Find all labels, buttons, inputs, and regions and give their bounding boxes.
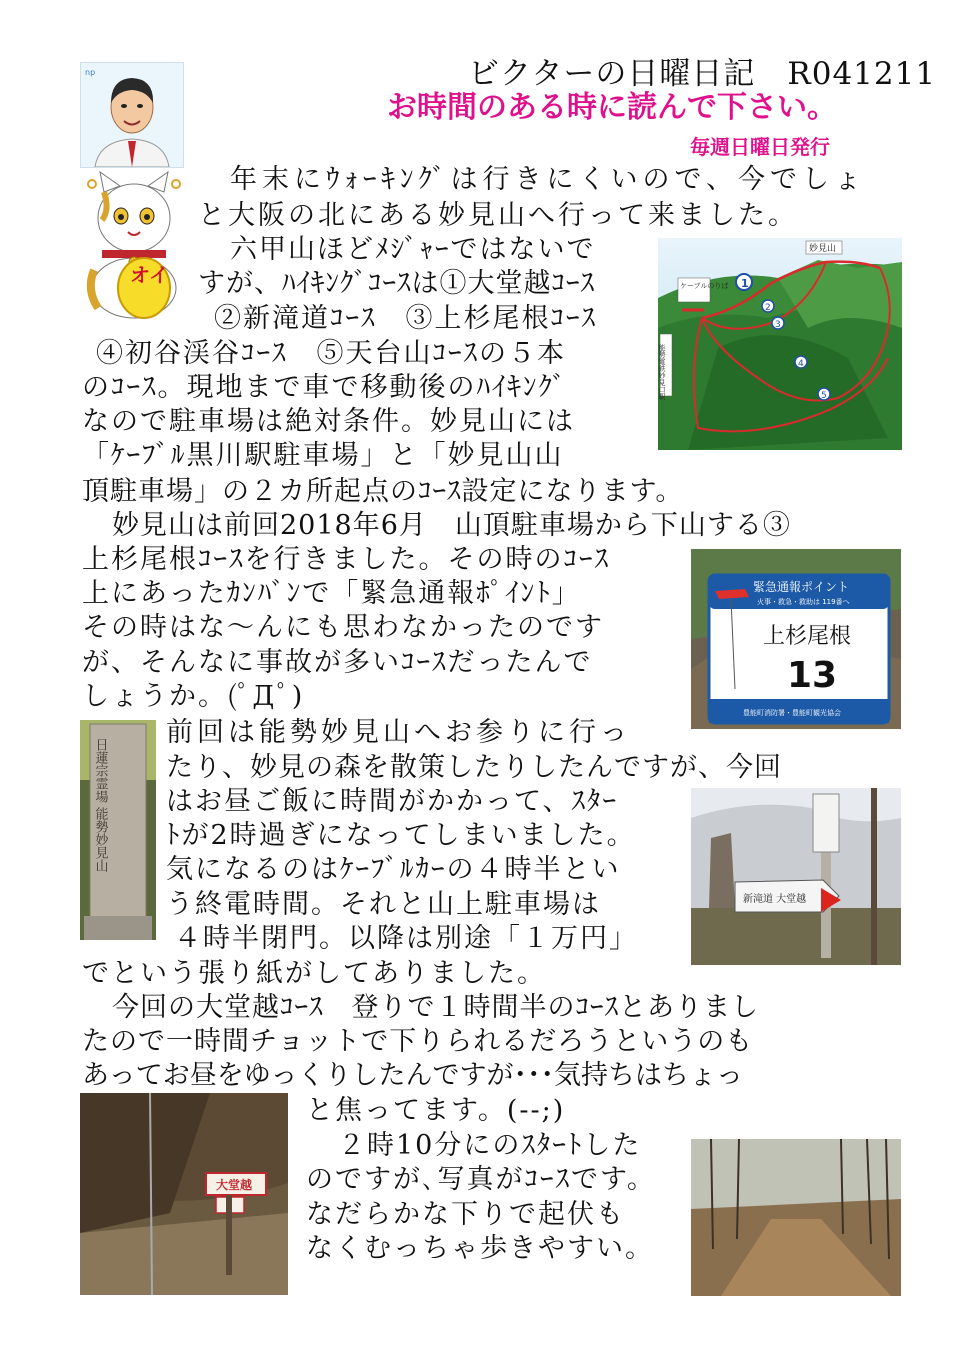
body-line-7: のｺｰｽ。現地まで車で移動後のﾊｲｷﾝｸﾞ <box>82 372 568 403</box>
body-line-8: なので駐車場は絶対条件。妙見山には <box>82 406 575 437</box>
body-line-14: その時はな～んにも思わなかったのです <box>82 612 604 643</box>
body-line-1: 年末にｳｫｰｷﾝｸﾞは行きにくいので、今でしょ <box>230 164 866 195</box>
body-line-18: たり、妙見の森を散策したりしたんですが、今回 <box>166 752 782 783</box>
route-marker-4: 4 <box>798 359 804 369</box>
body-line-3: 六甲山ほどﾒｼﾞｬｰではないで <box>230 234 596 265</box>
body-line-29: ２時10分にのｽﾀｰﾄした <box>338 1130 642 1161</box>
body-line-26: たので一時間チョットで下りられるだろうというのも <box>82 1026 754 1057</box>
sign-emergency-subheader: 火事・救急・救助は 119番へ <box>757 598 850 606</box>
body-line-17: 前回は能勢妙見山へお参りに行っ <box>166 717 631 748</box>
trail-map-image <box>658 238 902 450</box>
maneki-neko-illustration <box>80 170 188 320</box>
sign-emergency-number: 13 <box>787 655 838 696</box>
page-title: ビクターの日曜日記 R041211 <box>468 56 937 92</box>
emergency-sign-photo <box>691 549 901 729</box>
forest-path-photo <box>691 1139 901 1296</box>
body-line-16: しょうか。(ﾟДﾟ) <box>82 681 305 712</box>
svg-text:np: np <box>85 68 96 77</box>
route-marker-3: 3 <box>775 320 781 330</box>
route-marker-2: 2 <box>765 303 771 313</box>
body-line-5: ②新滝道ｺｰｽ ③上杉尾根ｺｰｽ <box>214 303 597 334</box>
author-avatar <box>80 62 184 168</box>
avatar-illustration <box>81 63 183 167</box>
body-line-22: う終電時間。それと山上駐車場は <box>166 889 601 920</box>
trail-sign-photo <box>80 1093 288 1295</box>
body-line-28: と焦ってます。(--;) <box>306 1095 566 1126</box>
stone-monument-text: 日蓮宗霊場 能勢妙見山 <box>92 738 108 873</box>
body-line-12: 上杉尾根ｺｰｽを行きました。その時のｺｰｽ <box>82 544 610 575</box>
body-line-6: ④初谷渓谷ｺｰｽ ⑤天台山ｺｰｽの５本 <box>96 338 566 369</box>
signpost-photo <box>691 788 901 965</box>
map-label-station: 能勢電鉄妙見口駅 <box>658 344 666 400</box>
signpost-arrow-text: 新滝道 大堂越 <box>743 894 807 905</box>
body-line-20: ﾄが2時過ぎになってしまいました。 <box>166 820 636 851</box>
body-line-21: 気になるのはｹｰﾌﾞﾙｶｰの４時半とい <box>166 854 621 885</box>
body-line-9: 「ｹｰﾌﾞﾙ黒川駅駐車場」と「妙見山山 <box>82 440 564 471</box>
body-line-24: でという張り紙がしてありました。 <box>82 958 546 989</box>
sign-emergency-footer: 豊能町消防署・豊能町観光協会 <box>743 709 841 717</box>
map-label-summit: 妙見山 <box>809 244 837 254</box>
body-line-23: ４時半閉門。以降は別途「１万円」 <box>174 923 638 954</box>
sign-emergency-name: 上杉尾根 <box>763 624 852 649</box>
stone-monument-photo <box>80 720 156 940</box>
route-marker-5: 5 <box>821 391 827 401</box>
map-label-cable: ケーブルのりば <box>680 282 729 290</box>
page-subtitle: お時間のある時に読んで下さい。 <box>387 90 837 125</box>
body-line-4: すが、ﾊｲｷﾝｸﾞｺｰｽは①大堂越ｺｰｽ <box>198 268 595 299</box>
route-marker-1: 1 <box>741 277 749 290</box>
body-line-13: 上にあったｶﾝﾊﾞﾝで「緊急通報ﾎﾟｲﾝﾄ」 <box>82 578 581 609</box>
body-line-11: 妙見山は前回2018年6月 山頂駐車場から下山する③ <box>112 510 791 541</box>
body-line-32: なくむっちゃ歩きやすい。 <box>306 1233 654 1264</box>
body-line-19: はお昼ご飯に時間がかかって、ｽﾀｰ <box>166 786 618 817</box>
body-line-27: あってお昼をゆっくりしたんですが･･･気持ちはちょっ <box>82 1060 743 1091</box>
body-line-30: のですが､写真がｺｰｽです。 <box>306 1164 656 1195</box>
body-line-25: 今回の大堂越ｺｰｽ 登りで１時間半のｺｰｽとありまし <box>112 992 759 1023</box>
cat-coin-text: オイ <box>130 263 169 287</box>
publish-note: 毎週日曜日発行 <box>690 135 830 159</box>
sign-emergency-header: 緊急通報ポイント <box>753 580 850 594</box>
trail-sign-text: 大堂越 <box>216 1178 253 1192</box>
body-line-31: なだらかな下りで起伏も <box>306 1199 625 1230</box>
body-line-2: と大阪の北にある妙見山へ行って来ました。 <box>198 200 798 231</box>
body-line-15: が、そんなに事故が多いｺｰｽだったんで <box>82 647 593 678</box>
body-line-10: 頂駐車場」の２カ所起点のｺｰｽ設定になります。 <box>82 476 684 507</box>
